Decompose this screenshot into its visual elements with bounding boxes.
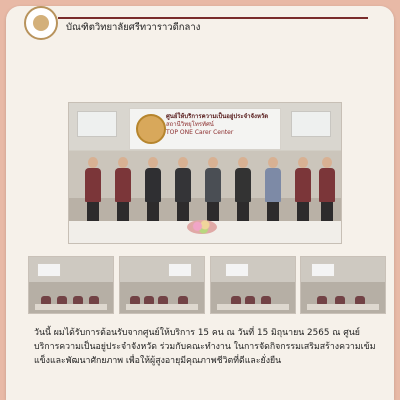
person bbox=[143, 157, 163, 231]
backdrop-banner bbox=[129, 108, 281, 150]
window bbox=[291, 111, 331, 137]
banner-line-3: TOP ONE Carer Center bbox=[166, 129, 234, 136]
banner-logo-icon bbox=[136, 114, 166, 144]
person bbox=[317, 157, 337, 231]
organization-logo bbox=[24, 6, 58, 40]
header-rule bbox=[58, 9, 368, 19]
flower-arrangement bbox=[187, 220, 217, 234]
headline: บัณฑิตวิทยาลัยศรีทวาราวดีกลาง bbox=[66, 22, 201, 33]
body-paragraph: วันนี้ ผมได้รับการต้อนรับจากศูนย์ให้บริการ 15 คน ณ วันที่ 15 มิถุนายน 2565 ณ ศูนย์บริการความเป็นอยู่ประจำจังหวัด ร่วมกับคณะทำงาน ในการจัดกิจกรรมเสริมสร้างความเข้มแข็งและพัฒนาศักยภาพ เพื่อให้ผู้สูงอายุมีคุณภาพชีวิตที่ดีและยั่งยืน bbox=[34, 328, 376, 366]
person bbox=[263, 157, 283, 231]
person bbox=[173, 157, 193, 231]
thumbnail-photo bbox=[300, 256, 386, 314]
thumbnail-photo bbox=[119, 256, 205, 314]
person bbox=[113, 157, 133, 231]
group-photo bbox=[68, 102, 342, 244]
banner-line-2: สถานีวิทยุโทรทัศน์ bbox=[166, 121, 214, 128]
banner-text bbox=[166, 113, 276, 137]
window bbox=[77, 111, 117, 137]
thumbnail-photo bbox=[210, 256, 296, 314]
thumbnail-photo bbox=[28, 256, 114, 314]
person bbox=[233, 157, 253, 231]
document-card bbox=[6, 6, 394, 400]
photo-thumbnails bbox=[28, 256, 383, 314]
banner-line-1: ศูนย์ให้บริการความเป็นอยู่ประจำจังหวัด bbox=[166, 113, 269, 120]
person bbox=[293, 157, 313, 231]
person bbox=[83, 157, 103, 231]
